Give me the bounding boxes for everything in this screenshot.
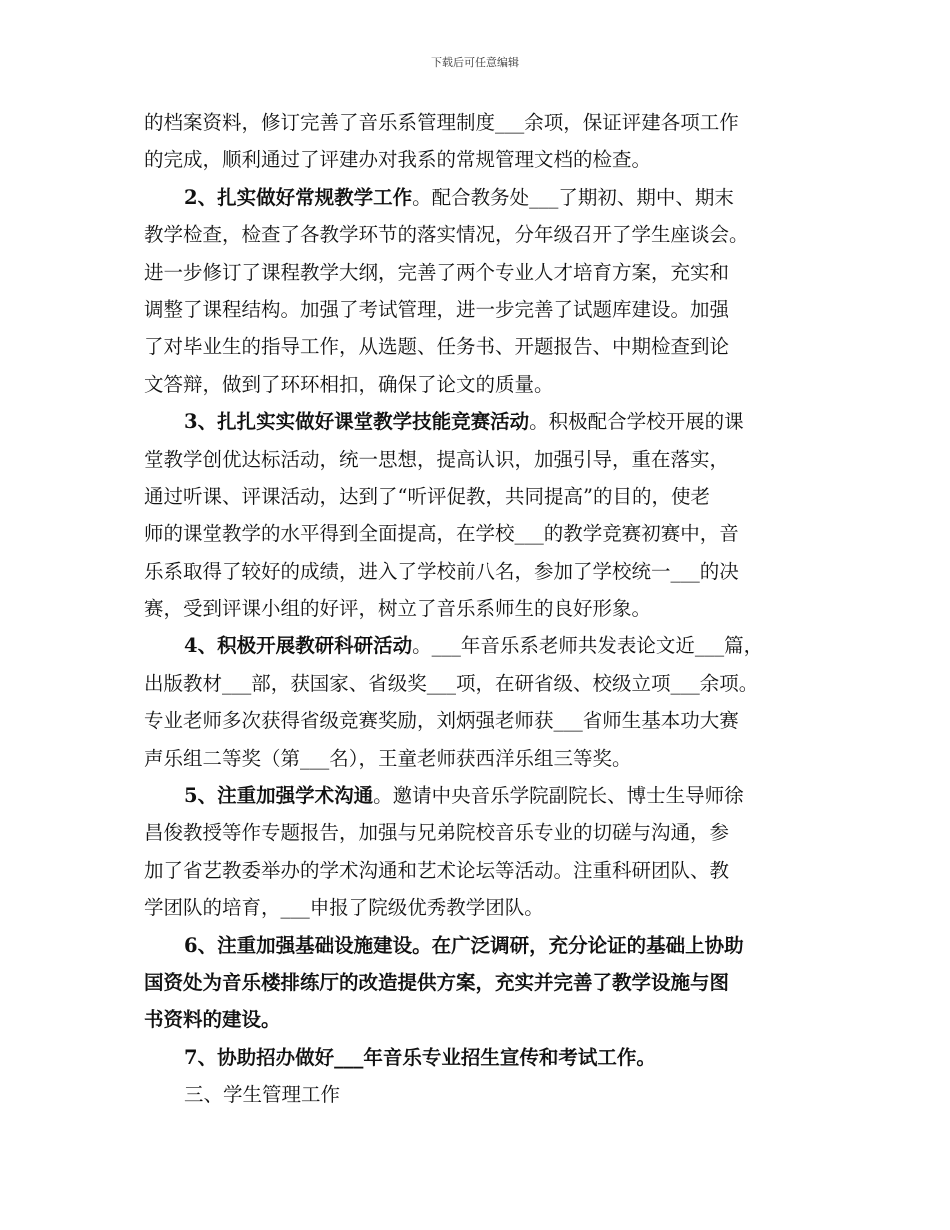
text-line [144,441,816,478]
body-text-run: 三、学生管理工作 [184,1083,341,1107]
bold-heading: 7、协助招办做好___年音乐专业招生宣传和考试工作。 [184,1045,656,1069]
text-line [144,927,816,964]
body-text-run: 的完成，顺利通过了评建办对我系的常规管理文档的检查。 [144,148,652,172]
text-line [144,216,816,253]
page-header: 下载后可任意编辑 [431,56,519,69]
body-text-run: 。配合教务处___了期初、期中、期末 [412,185,734,209]
text-line [144,403,816,440]
body-text-run: 进一步修订了课程教学大纲，完善了两个专业人才培育方案，充实和 [144,260,730,284]
bold-heading: 5、注重加强学术沟通 [184,784,374,808]
text-line [144,1001,816,1038]
text-line [144,478,816,515]
body-text-run: 师的课堂教学的水平得到全面提高，在学校___的教学竞赛初赛中，音 [144,522,739,546]
text-line [144,1076,816,1113]
text-line [144,141,816,178]
text-line [144,814,816,851]
text-line [144,328,816,365]
text-line [144,627,816,664]
body-text-run: 。积极配合学校开展的课 [529,410,744,434]
text-line [144,777,816,814]
body-text-run: 赛，受到评课小组的好评，树立了音乐系师生的良好形象。 [144,597,652,621]
body-text-run: 通过听课、评课活动，达到了“听评促教，共同提高”的目的，使老 [144,484,710,508]
body-text-run: 声乐组二等奖（第___名），王童老师获西洋乐组三等奖。 [144,746,632,770]
text-line [144,740,816,777]
document-body [144,104,816,1114]
body-text-run: 。___年音乐系老师共发表论文近___篇， [412,634,764,658]
text-line [144,515,816,552]
text-line [144,590,816,627]
bold-heading: 6、注重加强基础设施建设。在广泛调研，充分论证的基础上协助 [184,933,744,957]
body-text-run: 。邀请中央音乐学院副院长、博士生导师徐 [373,784,744,808]
body-text-run: 教学检查，检查了各教学环节的落实情况，分年级召开了学生座谈会。 [144,223,749,247]
text-line [144,665,816,702]
body-text-run: 文答辩，做到了环环相扣，确保了论文的质量。 [144,372,554,396]
text-line [144,702,816,739]
text-line [144,553,816,590]
body-text-run: 调整了课程结构。加强了考试管理，进一步完善了试题库建设。加强 [144,297,730,321]
text-line [144,254,816,291]
bold-heading: 2、扎实做好常规教学工作 [184,185,413,209]
text-line [144,964,816,1001]
bold-heading: 3、扎扎实实做好课堂教学技能竞赛活动 [184,410,530,434]
body-text-run: 乐系取得了较好的成绩，进入了学校前八名，参加了学校统一___的决 [144,559,739,583]
body-text-run: 专业老师多次获得省级竞赛奖励，刘炳强老师获___省师生基本功大赛 [144,709,739,733]
bold-heading: 书资料的建设。 [144,1008,281,1032]
text-line [144,291,816,328]
bold-heading: 4、积极开展教研科研活动 [184,634,413,658]
text-line [144,1039,816,1076]
body-text-run: 出版教材___部，获国家、省级奖___项，在研省级、校级立项___余项。 [144,671,759,695]
bold-heading: 国资处为音乐楼排练厅的改造提供方案，充实并完善了教学设施与图 [144,970,730,994]
body-text-run: 了对毕业生的指导工作，从选题、任务书、开题报告、中期检查到论 [144,335,730,359]
text-line [144,852,816,889]
body-text-run: 学团队的培育，___申报了院级优秀教学团队。 [144,896,544,920]
text-line [144,366,816,403]
body-text-run: 昌俊教授等作专题报告，加强与兄弟院校音乐专业的切磋与沟通，参 [144,821,730,845]
body-text-run: 堂教学创优达标活动，统一思想，提高认识，加强引导，重在落实， [144,447,730,471]
text-line [144,889,816,926]
body-text-run: 加了省艺教委举办的学术沟通和艺术论坛等活动。注重科研团队、教 [144,858,730,882]
body-text-run: 的档案资料，修订完善了音乐系管理制度___余项，保证评建各项工作 [144,111,739,134]
text-line [144,104,816,141]
text-line [144,179,816,216]
